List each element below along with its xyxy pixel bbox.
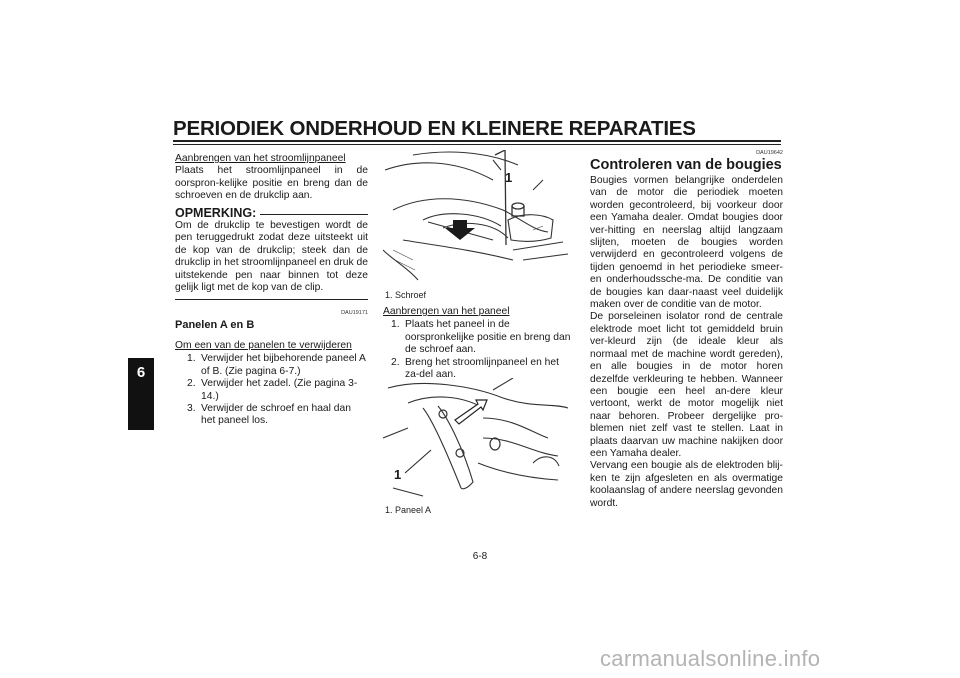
- title-rule-thin: [173, 144, 781, 145]
- figure-screw-illustration: [383, 150, 573, 282]
- ref-code: DAU19171: [341, 310, 368, 317]
- note-end-rule: [175, 299, 368, 300]
- section-heading-install-panel: Aanbrengen van het paneel: [383, 306, 510, 317]
- figure2-callout: 1: [394, 467, 402, 482]
- page-title: PERIODIEK ONDERHOUD EN KLEINERE REPARATIES: [173, 117, 696, 140]
- paragraph: Bougies vormen belangrijke onderdelen van de motor die periodiek moeten worden gecontroleerd, bij voorkeur door een Yamaha dealer. Omdat bougies door ver-hitting en neerslag altijd langzaam slijten, moeten de bougies worden verwijderd en gecontroleerd volgens de tijden genoemd in het periodieke smeer- en onderhoudssche-ma. De conditie van de bougies kan daar-naast veel duidelijk maken over de conditie van de motor.: [590, 175, 783, 311]
- middle-column-text: [383, 306, 573, 381]
- section-heading-panels: Panelen A en B: [175, 319, 255, 332]
- ref-code: DAU19642: [756, 150, 783, 156]
- list-item: 2. Breng het stroomlijnpaneel en het za-del aan.: [391, 356, 559, 381]
- watermark: carmanualsonline.info: [600, 646, 821, 671]
- note-heading: OPMERKING:: [175, 205, 257, 220]
- list-item: 2. Verwijder het zadel. (Zie pagina 3-14.): [187, 378, 358, 402]
- chapter-tab: [128, 358, 154, 430]
- list-item: 3. Verwijder de schroef en haal dan het paneel los.: [187, 402, 351, 427]
- figure1-callout: 1: [505, 170, 513, 185]
- paragraph: De porseleinen isolator rond de centrale elektrode moet licht tot gemiddeld bruin ver-kleurd zijn (de ideale kleur als normaal met de machine wordt gereden), en alle bougies in de motor horen dezelfde verkleuring te hebben. Wanneer een bougie een heel an-dere kleur vertoont, werkt de motor mogelijk niet naar behoren. Probeer dergelijke pro-blemen niet zelf vast te stellen. Laat in plaats daarvan uw machine nakijken door een Yamaha dealer.: [590, 311, 783, 459]
- section-text-install-fairing: Plaats het stroomlijnpaneel in de oorspron-kelijke positie en breng dan de schroeven en de drukclip aan.: [175, 165, 368, 202]
- figure2-caption: 1. Paneel A: [385, 505, 432, 515]
- title-rule-thick: [173, 140, 781, 142]
- paragraph: Vervang een bougie als de elektroden blij-ken te zijn afgesleten en als overmatige koolaanslag of andere neerslag gevonden wordt.: [590, 460, 783, 509]
- page-number: 6-8: [472, 551, 488, 562]
- section-heading-remove-panel: Om een van de panelen te verwijderen: [175, 339, 352, 351]
- right-column: [590, 150, 783, 510]
- list-item: 1. Verwijder het bijbehorende paneel A of B. (Zie pagina 6-7.): [187, 353, 366, 377]
- section-heading-spark-plugs: Controleren van de bougies: [590, 157, 782, 173]
- remove-steps-list: [175, 353, 368, 427]
- section-heading-install-fairing: Aanbrengen van het stroomlijnpaneel: [175, 153, 346, 164]
- install-steps-list: [383, 319, 573, 381]
- list-item: 1. Plaats het paneel in de oorspronkelijke positie en breng dan de schroef aan.: [391, 319, 571, 356]
- note-rule: [260, 214, 368, 215]
- left-column: [175, 153, 368, 428]
- figure-panel-illustration: [383, 378, 573, 500]
- figure1-caption: 1. Schroef: [385, 290, 427, 300]
- note-header: [175, 207, 368, 219]
- chapter-tab-label: 6: [136, 364, 146, 381]
- note-text: Om de drukclip te bevestigen wordt de pen teruggedrukt zodat deze uitsteekt uit de kop van de drukclip; steek dan de drukclip in het stroomlijnpaneel en druk de uitstekende pen naar binnen tot deze gelijk ligt met de kop van de clip.: [175, 220, 368, 294]
